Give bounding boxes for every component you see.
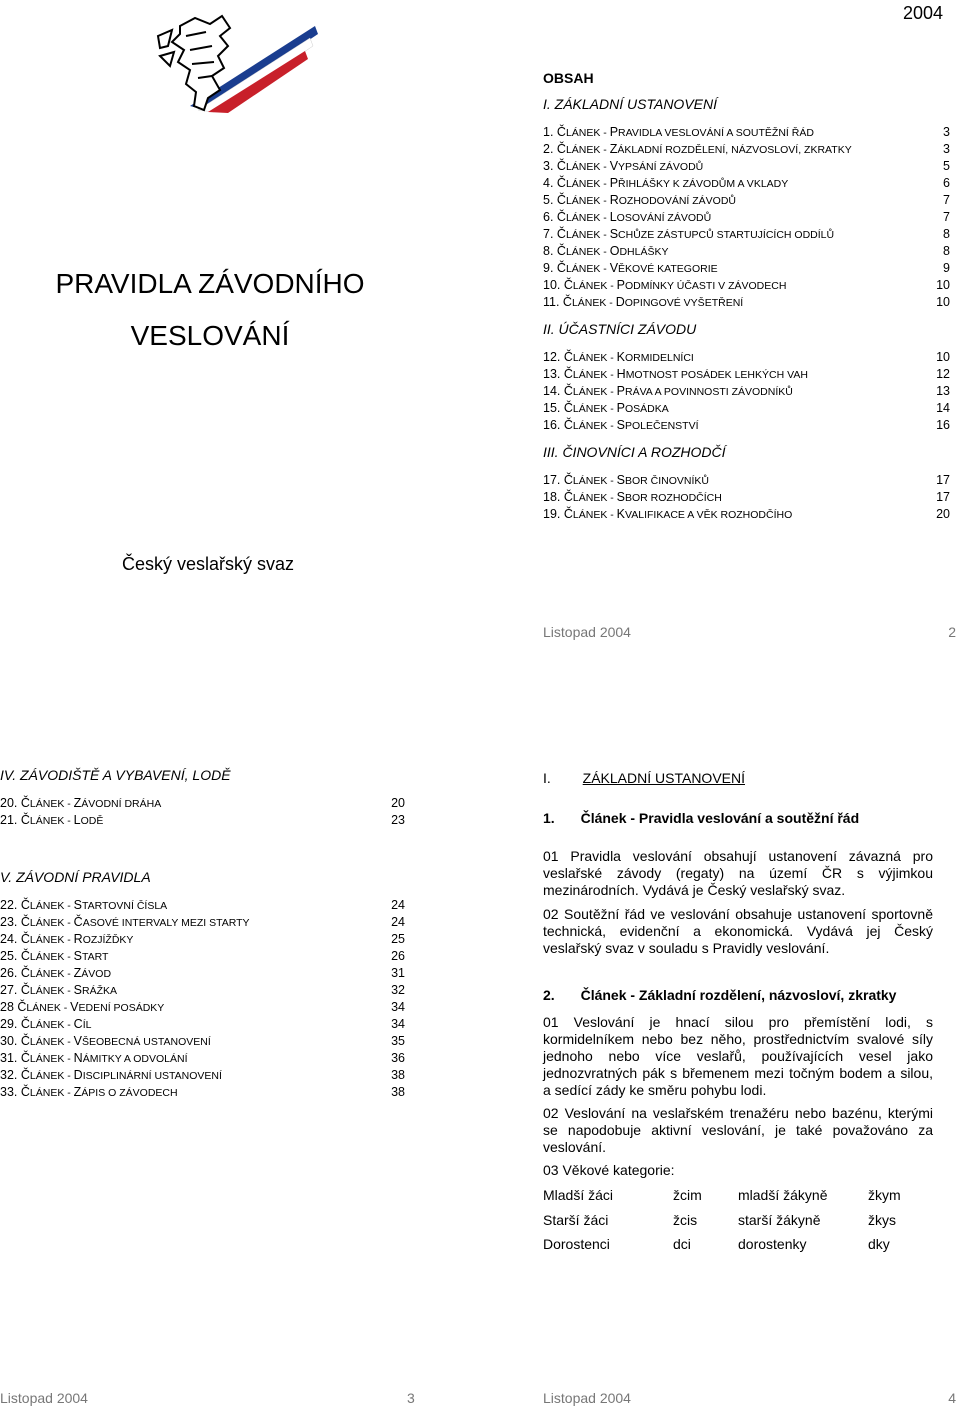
- footer-page-number-2: 2: [948, 624, 956, 640]
- toc-entry-rest: LÁNEK -: [29, 934, 74, 946]
- toc-entry-tail: MOTNOST POSÁDEK LEHKÝCH VAH: [625, 369, 808, 381]
- toc-entry-label: [0, 897, 167, 915]
- toc-entry-tail: TARTOVNÍ ČÍSLA: [82, 900, 168, 912]
- toc-entry-page: 23: [391, 813, 405, 827]
- toc-entry-page: 12: [936, 367, 950, 381]
- toc-entry[interactable]: [543, 277, 950, 294]
- age-category-cell: starší žákyně: [738, 1211, 821, 1228]
- toc-entry-num: 17. Č: [543, 473, 573, 487]
- toc-entry-rest: LÁNEK -: [572, 403, 617, 415]
- toc-entry-first: S: [73, 983, 82, 997]
- toc-entry-page: 36: [391, 1051, 405, 1065]
- toc-entry-num: 14. Č: [543, 384, 573, 398]
- toc-entry-first: L: [73, 813, 81, 827]
- toc-entry-label: [543, 366, 808, 384]
- toc-entry[interactable]: [0, 948, 405, 965]
- toc-entry-tail: RAVIDLA VESLOVÁNÍ A SOUTĚŽNÍ ŘÁD: [618, 127, 814, 139]
- toc-entry[interactable]: [543, 226, 950, 243]
- toc-entry-label: [543, 294, 743, 312]
- toc-entry-label: [543, 124, 814, 142]
- toc-entry[interactable]: [543, 175, 950, 192]
- toc-entry[interactable]: [0, 999, 405, 1016]
- toc-entry-label: [0, 982, 117, 1000]
- toc-entry-label: [0, 1067, 222, 1085]
- toc-entry-rest: LÁNEK -: [572, 280, 617, 292]
- toc-entry-first: S: [73, 898, 82, 912]
- toc-entry-label: [0, 948, 108, 966]
- toc-entry-first: Č: [73, 915, 83, 929]
- toc-entry-page: 9: [943, 261, 950, 275]
- age-category-cell: dorostenky: [738, 1236, 807, 1252]
- toc-entry-tail: EDENÍ POSÁDKY: [78, 1002, 165, 1014]
- age-category-cell: žcim: [673, 1187, 702, 1203]
- toc-entry-label: [543, 506, 792, 524]
- toc-entry-first: V: [609, 261, 619, 275]
- toc-entry-tail: ĚKOVÉ KATEGORIE: [618, 263, 718, 275]
- toc-entry-page: 38: [391, 1068, 405, 1082]
- toc-entry-label: [543, 417, 699, 435]
- toc-entry[interactable]: [543, 158, 950, 175]
- toc-entry-label: [0, 1033, 211, 1051]
- toc-entry-first: Z: [609, 142, 618, 156]
- toc-entry-label: [543, 472, 709, 490]
- toc-entry-page: 24: [391, 915, 405, 929]
- toc-entry-tail: ÁVODNÍ DRÁHA: [81, 798, 162, 810]
- toc-entry-rest: LÁNEK -: [572, 475, 617, 487]
- toc-entry-page: 25: [391, 932, 405, 946]
- toc-entry-first: V: [609, 159, 619, 173]
- toc-entry-num: 23. Č: [0, 915, 30, 929]
- toc-entry-num: 11. Č: [543, 295, 572, 309]
- article2-paragraph-02: 02 Veslování na veslařském trenažéru nebo bazénu, kterými se napodobuje aktivní veslování, je také považováno za veslování.: [543, 1105, 933, 1155]
- toc-entry-label: [0, 1084, 178, 1102]
- toc-entry-rest: LÁNEK -: [565, 127, 610, 139]
- toc-entry-rest: LÁNEK -: [565, 178, 610, 190]
- article2-title: Článek - Základní rozdělení, názvosloví, zkratky: [580, 987, 897, 1003]
- toc-entry-num: 33. Č: [0, 1085, 30, 1099]
- toc-entry-first: S: [616, 473, 625, 487]
- age-category-cell: mladší žákyně: [738, 1187, 828, 1203]
- article1-heading: [543, 810, 859, 826]
- toc-entry-label: [543, 260, 718, 278]
- toc-entry-page: 8: [943, 244, 950, 258]
- toc-entry-num: 24. Č: [0, 932, 30, 946]
- toc-entry-label: [543, 349, 694, 367]
- toc-entry[interactable]: [0, 982, 405, 999]
- toc-entry-tail: ÁMITKY A ODVOLÁNÍ: [82, 1053, 188, 1065]
- toc-entry-rest: LÁNEK -: [29, 968, 74, 980]
- toc-entry-page: 10: [936, 278, 950, 292]
- toc-heading: OBSAH: [543, 70, 594, 86]
- toc-entry[interactable]: [0, 914, 405, 931]
- age-category-cell: žcis: [673, 1211, 698, 1228]
- toc-entry-tail: ODMÍNKY ÚČASTI V ZÁVODECH: [625, 280, 787, 292]
- toc-entry[interactable]: [543, 472, 950, 489]
- toc-entry-tail: YPSÁNÍ ZÁVODŮ: [618, 161, 704, 173]
- toc-entry-num: 7. Č: [543, 227, 566, 241]
- article2-paragraph-01: 01 Veslování je hnací silou pro přemístění lodi, s kormidelníkem nebo bez něho, prostřednictvím svalové síly jednoho nebo více veslařů, používajících vesel jako jednozvratných pák s břemenem mezi točným bodem a silou, a sedící zády ke směru pohybu lodi.: [543, 1014, 933, 1098]
- toc-page3: [0, 767, 405, 1101]
- toc-section-title: II. ÚČASTNÍCI ZÁVODU: [543, 321, 697, 337]
- toc-entry-page: 38: [391, 1085, 405, 1099]
- toc-entry-first: P: [616, 401, 625, 415]
- toc-entry-page: 35: [391, 1034, 405, 1048]
- toc-entry-first: N: [73, 1051, 83, 1065]
- toc-entry-label: [543, 158, 703, 176]
- toc-entry-num: 25. Č: [0, 949, 30, 963]
- toc-entry-num: 21. Č: [0, 813, 30, 827]
- toc-entry-first: D: [73, 1068, 83, 1082]
- toc-entry-num: 29. Č: [0, 1017, 30, 1031]
- toc-entry-label: [543, 226, 834, 244]
- toc-entry-first: R: [609, 193, 619, 207]
- toc-entry-num: 1. Č: [543, 125, 566, 139]
- toc-entry-page: 31: [391, 966, 405, 980]
- toc-entry-num: 26. Č: [0, 966, 30, 980]
- toc-entry-rest: LÁNEK -: [29, 1036, 74, 1048]
- toc-entry-num: 8. Č: [543, 244, 566, 258]
- article1-paragraph-02: 02 Soutěžní řád ve veslování obsahuje ustanovení sportovně technická, evidenční a ekonomická. Vydává jej Český veslařský svaz v souladu s Pravidly veslování.: [543, 906, 933, 956]
- toc-entry-rest: LÁNEK -: [29, 951, 74, 963]
- toc-entry-num: 30. Č: [0, 1034, 30, 1048]
- toc-entry-tail: TART: [82, 951, 109, 963]
- toc-entry-page: 14: [936, 401, 950, 415]
- toc-entry[interactable]: [543, 141, 950, 158]
- toc-entry-rest: LÁNEK -: [565, 161, 610, 173]
- age-categories-table: [543, 1187, 943, 1261]
- toc-entry-tail: OZHODOVÁNÍ ZÁVODŮ: [618, 195, 736, 207]
- toc-entry-first: P: [616, 384, 625, 398]
- toc-entry-tail: DHLÁŠKY: [619, 246, 669, 258]
- toc-entry-label: [543, 141, 852, 159]
- toc-entry[interactable]: [543, 383, 950, 400]
- toc-entry-first: Z: [73, 966, 82, 980]
- toc-entry-num: 4. Č: [543, 176, 566, 190]
- toc-entry[interactable]: [0, 1067, 405, 1084]
- toc-entry-label: [543, 400, 669, 418]
- toc-entry-rest: LÁNEK -: [571, 297, 616, 309]
- toc-entry-rest: LÁNEK -: [26, 1002, 71, 1014]
- toc-entry-label: [0, 795, 161, 813]
- toc-entry-num: 27. Č: [0, 983, 30, 997]
- toc-section-title: V. ZÁVODNÍ PRAVIDLA: [0, 869, 151, 885]
- toc-entry-page: 6: [943, 176, 950, 190]
- toc-entry-tail: ÁPIS O ZÁVODECH: [81, 1087, 178, 1099]
- toc-entry[interactable]: [543, 243, 950, 260]
- toc-entry-tail: ÁKLADNÍ ROZDĚLENÍ, NÁZVOSLOVÍ, ZKRATKY: [617, 144, 852, 156]
- toc-entry-first: Z: [73, 1085, 82, 1099]
- toc-entry-rest: LÁNEK -: [565, 263, 610, 275]
- toc-entry-rest: LÁNEK -: [572, 509, 617, 521]
- toc-entry-rest: LÁNEK -: [565, 144, 610, 156]
- toc-entry-first: C: [73, 1017, 83, 1031]
- toc-entry[interactable]: [543, 124, 950, 141]
- age-category-cell: Dorostenci: [543, 1236, 610, 1252]
- toc-entry-tail: OPINGOVÉ VYŠETŘENÍ: [624, 297, 744, 309]
- toc-entry-rest: LÁNEK -: [29, 985, 74, 997]
- toc-entry-first: Z: [73, 796, 82, 810]
- toc-entry[interactable]: [0, 1033, 405, 1050]
- toc-entry-rest: LÁNEK -: [565, 195, 610, 207]
- toc-entry-num: 9. Č: [543, 261, 566, 275]
- toc-entry-num: 22. Č: [0, 898, 30, 912]
- toc-entry-first: P: [609, 125, 619, 139]
- toc-entry-rest: LÁNEK -: [29, 1070, 74, 1082]
- toc-entry-tail: ISCIPLINÁRNÍ USTANOVENÍ: [82, 1070, 222, 1082]
- footer-left-page3: Listopad 2004: [0, 1390, 88, 1406]
- toc-entry-rest: LÁNEK -: [29, 900, 74, 912]
- toc-entry-tail: BOR ROZHODČÍCH: [625, 492, 722, 504]
- toc-entry-rest: LÁNEK -: [572, 492, 617, 504]
- toc-entry-num: 16. Č: [543, 418, 573, 432]
- toc-entry-tail: ŘIHLÁŠKY K ZÁVODŮM A VKLADY: [618, 178, 789, 190]
- toc-entry-page: 34: [391, 1000, 405, 1014]
- chapter-heading: [543, 770, 745, 786]
- toc-entry-rest: LÁNEK -: [29, 917, 74, 929]
- toc-entry-label: [543, 192, 736, 210]
- toc-entry[interactable]: [543, 349, 950, 366]
- toc-entry-label: [543, 489, 722, 507]
- article1-paragraph-01: 01 Pravidla veslování obsahují ustanovení závazná pro veslařské závody (regaty) na území ČR s výjimkou mezinárodních. Vydává je Český veslařský svaz.: [543, 848, 933, 898]
- toc-entry[interactable]: [543, 417, 950, 434]
- toc-entry[interactable]: [0, 897, 405, 914]
- toc-entry-tail: OZJÍŽĎKY: [82, 934, 134, 946]
- toc-section-title: III. ČINOVNÍCI A ROZHODČÍ: [543, 444, 726, 460]
- toc-entry-num: 12. Č: [543, 350, 573, 364]
- toc-entry[interactable]: [0, 812, 405, 829]
- toc-entry-first: O: [609, 244, 620, 258]
- toc-entry[interactable]: [0, 965, 405, 982]
- toc-entry-tail: ÁVOD: [81, 968, 112, 980]
- toc-entry-num: 19. Č: [543, 507, 573, 521]
- toc-entry-page: 16: [936, 418, 950, 432]
- toc-entry-num: 2. Č: [543, 142, 566, 156]
- toc-entry-page: 26: [391, 949, 405, 963]
- toc-page2: [543, 96, 950, 523]
- toc-entry-first: K: [616, 350, 625, 364]
- toc-entry-page: 20: [391, 796, 405, 810]
- toc-entry-num: 13. Č: [543, 367, 573, 381]
- toc-entry-first: K: [616, 507, 625, 521]
- toc-entry-tail: RÁVA A POVINNOSTI ZÁVODNÍKŮ: [625, 386, 793, 398]
- toc-entry-label: [0, 1050, 188, 1068]
- toc-entry[interactable]: [543, 260, 950, 277]
- toc-entry-rest: LÁNEK -: [565, 246, 610, 258]
- article2-number: 2.: [543, 987, 555, 1003]
- document-title: [0, 262, 420, 358]
- toc-entry-rest: LÁNEK -: [29, 1019, 74, 1031]
- toc-section-title: IV. ZÁVODIŠTĚ A VYBAVENÍ, LODĚ: [0, 767, 231, 783]
- article2-heading: [543, 987, 896, 1003]
- toc-entry-page: 5: [943, 159, 950, 173]
- toc-entry-num: 32. Č: [0, 1068, 30, 1082]
- toc-entry-page: 10: [936, 350, 950, 364]
- toc-entry[interactable]: [0, 795, 405, 812]
- age-category-cell: žkys: [868, 1211, 896, 1228]
- toc-entry-num: 3. Č: [543, 159, 566, 173]
- toc-entry-num: 20. Č: [0, 796, 30, 810]
- toc-entry-first: V: [73, 1034, 82, 1048]
- toc-entry-page: 3: [943, 142, 950, 156]
- toc-entry-label: [0, 965, 111, 983]
- toc-entry-rest: LÁNEK -: [565, 212, 610, 224]
- toc-entry-first: S: [616, 418, 625, 432]
- toc-entry-label: [0, 999, 164, 1017]
- toc-entry-rest: LÁNEK -: [29, 1053, 74, 1065]
- toc-entry-first: H: [616, 367, 626, 381]
- toc-entry-num: 31. Č: [0, 1051, 30, 1065]
- age-category-row: [543, 1212, 943, 1237]
- organization-name: Český veslařský svaz: [122, 554, 295, 574]
- toc-entry-tail: POLEČENSTVÍ: [625, 420, 699, 432]
- article1-title: Článek - Pravidla veslování a soutěžní řád: [580, 810, 860, 826]
- toc-entry-rest: LÁNEK -: [29, 798, 74, 810]
- toc-entry-rest: LÁNEK -: [29, 815, 74, 827]
- toc-entry-page: 8: [943, 227, 950, 241]
- toc-entry[interactable]: [0, 1050, 405, 1067]
- toc-entry-first: P: [616, 278, 625, 292]
- toc-entry-tail: OSOVÁNÍ ZÁVODŮ: [616, 212, 712, 224]
- toc-entry-tail: OSÁDKA: [625, 403, 669, 415]
- toc-entry-first: V: [70, 1000, 79, 1014]
- age-category-cell: žkym: [868, 1187, 901, 1203]
- toc-entry[interactable]: [543, 294, 950, 311]
- toc-entry-page: 20: [936, 507, 950, 521]
- toc-entry-page: 24: [391, 898, 405, 912]
- toc-entry-first: P: [609, 176, 619, 190]
- toc-entry[interactable]: [543, 489, 950, 506]
- age-category-cell: dci: [673, 1236, 691, 1252]
- toc-entry[interactable]: [543, 366, 950, 383]
- age-category-row: [543, 1236, 943, 1261]
- toc-entry-tail: ŠEOBECNÁ USTANOVENÍ: [82, 1036, 211, 1048]
- chapter-title: ZÁKLADNÍ USTANOVENÍ: [582, 770, 745, 786]
- toc-entry-page: 10: [936, 295, 950, 309]
- article1-number: 1.: [543, 810, 555, 826]
- toc-entry-label: [0, 931, 133, 949]
- toc-entry-label: [543, 175, 788, 193]
- toc-entry-page: 17: [936, 490, 950, 504]
- lion-logo-icon: [150, 6, 320, 116]
- toc-entry-num: 10. Č: [543, 278, 573, 292]
- toc-entry-tail: ASOVÉ INTERVALY MEZI STARTY: [82, 917, 250, 929]
- toc-entry-tail: RÁŽKA: [82, 985, 118, 997]
- toc-entry-tail: CHŮZE ZÁSTUPCŮ STARTUJÍCÍCH ODDÍLŮ: [618, 229, 835, 241]
- toc-entry-rest: LÁNEK -: [572, 369, 617, 381]
- toc-entry-num: 15. Č: [543, 401, 573, 415]
- toc-entry-rest: LÁNEK -: [565, 229, 610, 241]
- toc-entry[interactable]: [543, 400, 950, 417]
- toc-entry-first: R: [73, 932, 83, 946]
- toc-entry[interactable]: [543, 209, 950, 226]
- age-category-cell: Mladší žáci: [543, 1187, 614, 1203]
- toc-entry-first: L: [609, 210, 617, 224]
- toc-entry-page: 32: [391, 983, 405, 997]
- toc-entry-rest: LÁNEK -: [572, 420, 617, 432]
- toc-entry[interactable]: [543, 506, 950, 523]
- age-category-cell: dky: [868, 1236, 890, 1252]
- toc-entry[interactable]: [543, 192, 950, 209]
- toc-entry-page: 13: [936, 384, 950, 398]
- toc-entry-num: 6. Č: [543, 210, 566, 224]
- age-category-row: [543, 1187, 943, 1212]
- toc-entry[interactable]: [0, 1016, 405, 1033]
- toc-entry-num: 28 Č: [0, 1000, 27, 1014]
- toc-entry-page: 7: [943, 193, 950, 207]
- article2-paragraph-03: 03 Věkové kategorie:: [543, 1162, 675, 1178]
- toc-entry-label: [543, 277, 786, 295]
- footer-left-page4: Listopad 2004: [543, 1390, 631, 1406]
- toc-entry-label: [543, 383, 793, 401]
- toc-entry-tail: VALIFIKACE A VĚK ROZHODČÍHO: [625, 509, 793, 521]
- chapter-number: I.: [543, 770, 551, 786]
- toc-entry[interactable]: [0, 1084, 405, 1101]
- toc-entry-first: S: [609, 227, 619, 241]
- toc-section-title: I. ZÁKLADNÍ USTANOVENÍ: [543, 96, 717, 112]
- toc-entry-tail: ODĚ: [80, 815, 104, 827]
- toc-entry-first: S: [616, 490, 625, 504]
- toc-entry-rest: LÁNEK -: [572, 352, 617, 364]
- toc-entry-label: [0, 914, 250, 932]
- toc-entry-first: S: [73, 949, 82, 963]
- age-category-cell: Starší žáci: [543, 1211, 609, 1228]
- toc-entry-label: [0, 812, 103, 830]
- toc-entry-tail: ORMIDELNÍCI: [625, 352, 694, 364]
- toc-entry-page: 34: [391, 1017, 405, 1031]
- toc-entry-num: 5. Č: [543, 193, 566, 207]
- document-title-line2: VESLOVÁNÍ: [130, 320, 290, 351]
- toc-entry-page: 3: [943, 125, 950, 139]
- toc-entry-tail: BOR ČINOVNÍKŮ: [625, 475, 710, 487]
- year-header: 2004: [902, 3, 943, 23]
- toc-entry[interactable]: [0, 931, 405, 948]
- footer-page-number-4: 4: [948, 1390, 956, 1406]
- toc-entry-label: [543, 209, 711, 227]
- toc-entry-first: D: [615, 295, 625, 309]
- toc-entry-page: 17: [936, 473, 950, 487]
- toc-entry-label: [0, 1016, 91, 1034]
- toc-entry-rest: LÁNEK -: [572, 386, 617, 398]
- toc-entry-page: 7: [943, 210, 950, 224]
- footer-page-number-3: 3: [407, 1390, 415, 1406]
- toc-entry-num: 18. Č: [543, 490, 573, 504]
- footer-left-page2: Listopad 2004: [543, 624, 631, 640]
- toc-entry-label: [543, 243, 668, 261]
- toc-entry-tail: ÍL: [82, 1019, 92, 1031]
- toc-entry-rest: LÁNEK -: [29, 1087, 74, 1099]
- document-title-line1: PRAVIDLA ZÁVODNÍHO: [55, 268, 365, 299]
